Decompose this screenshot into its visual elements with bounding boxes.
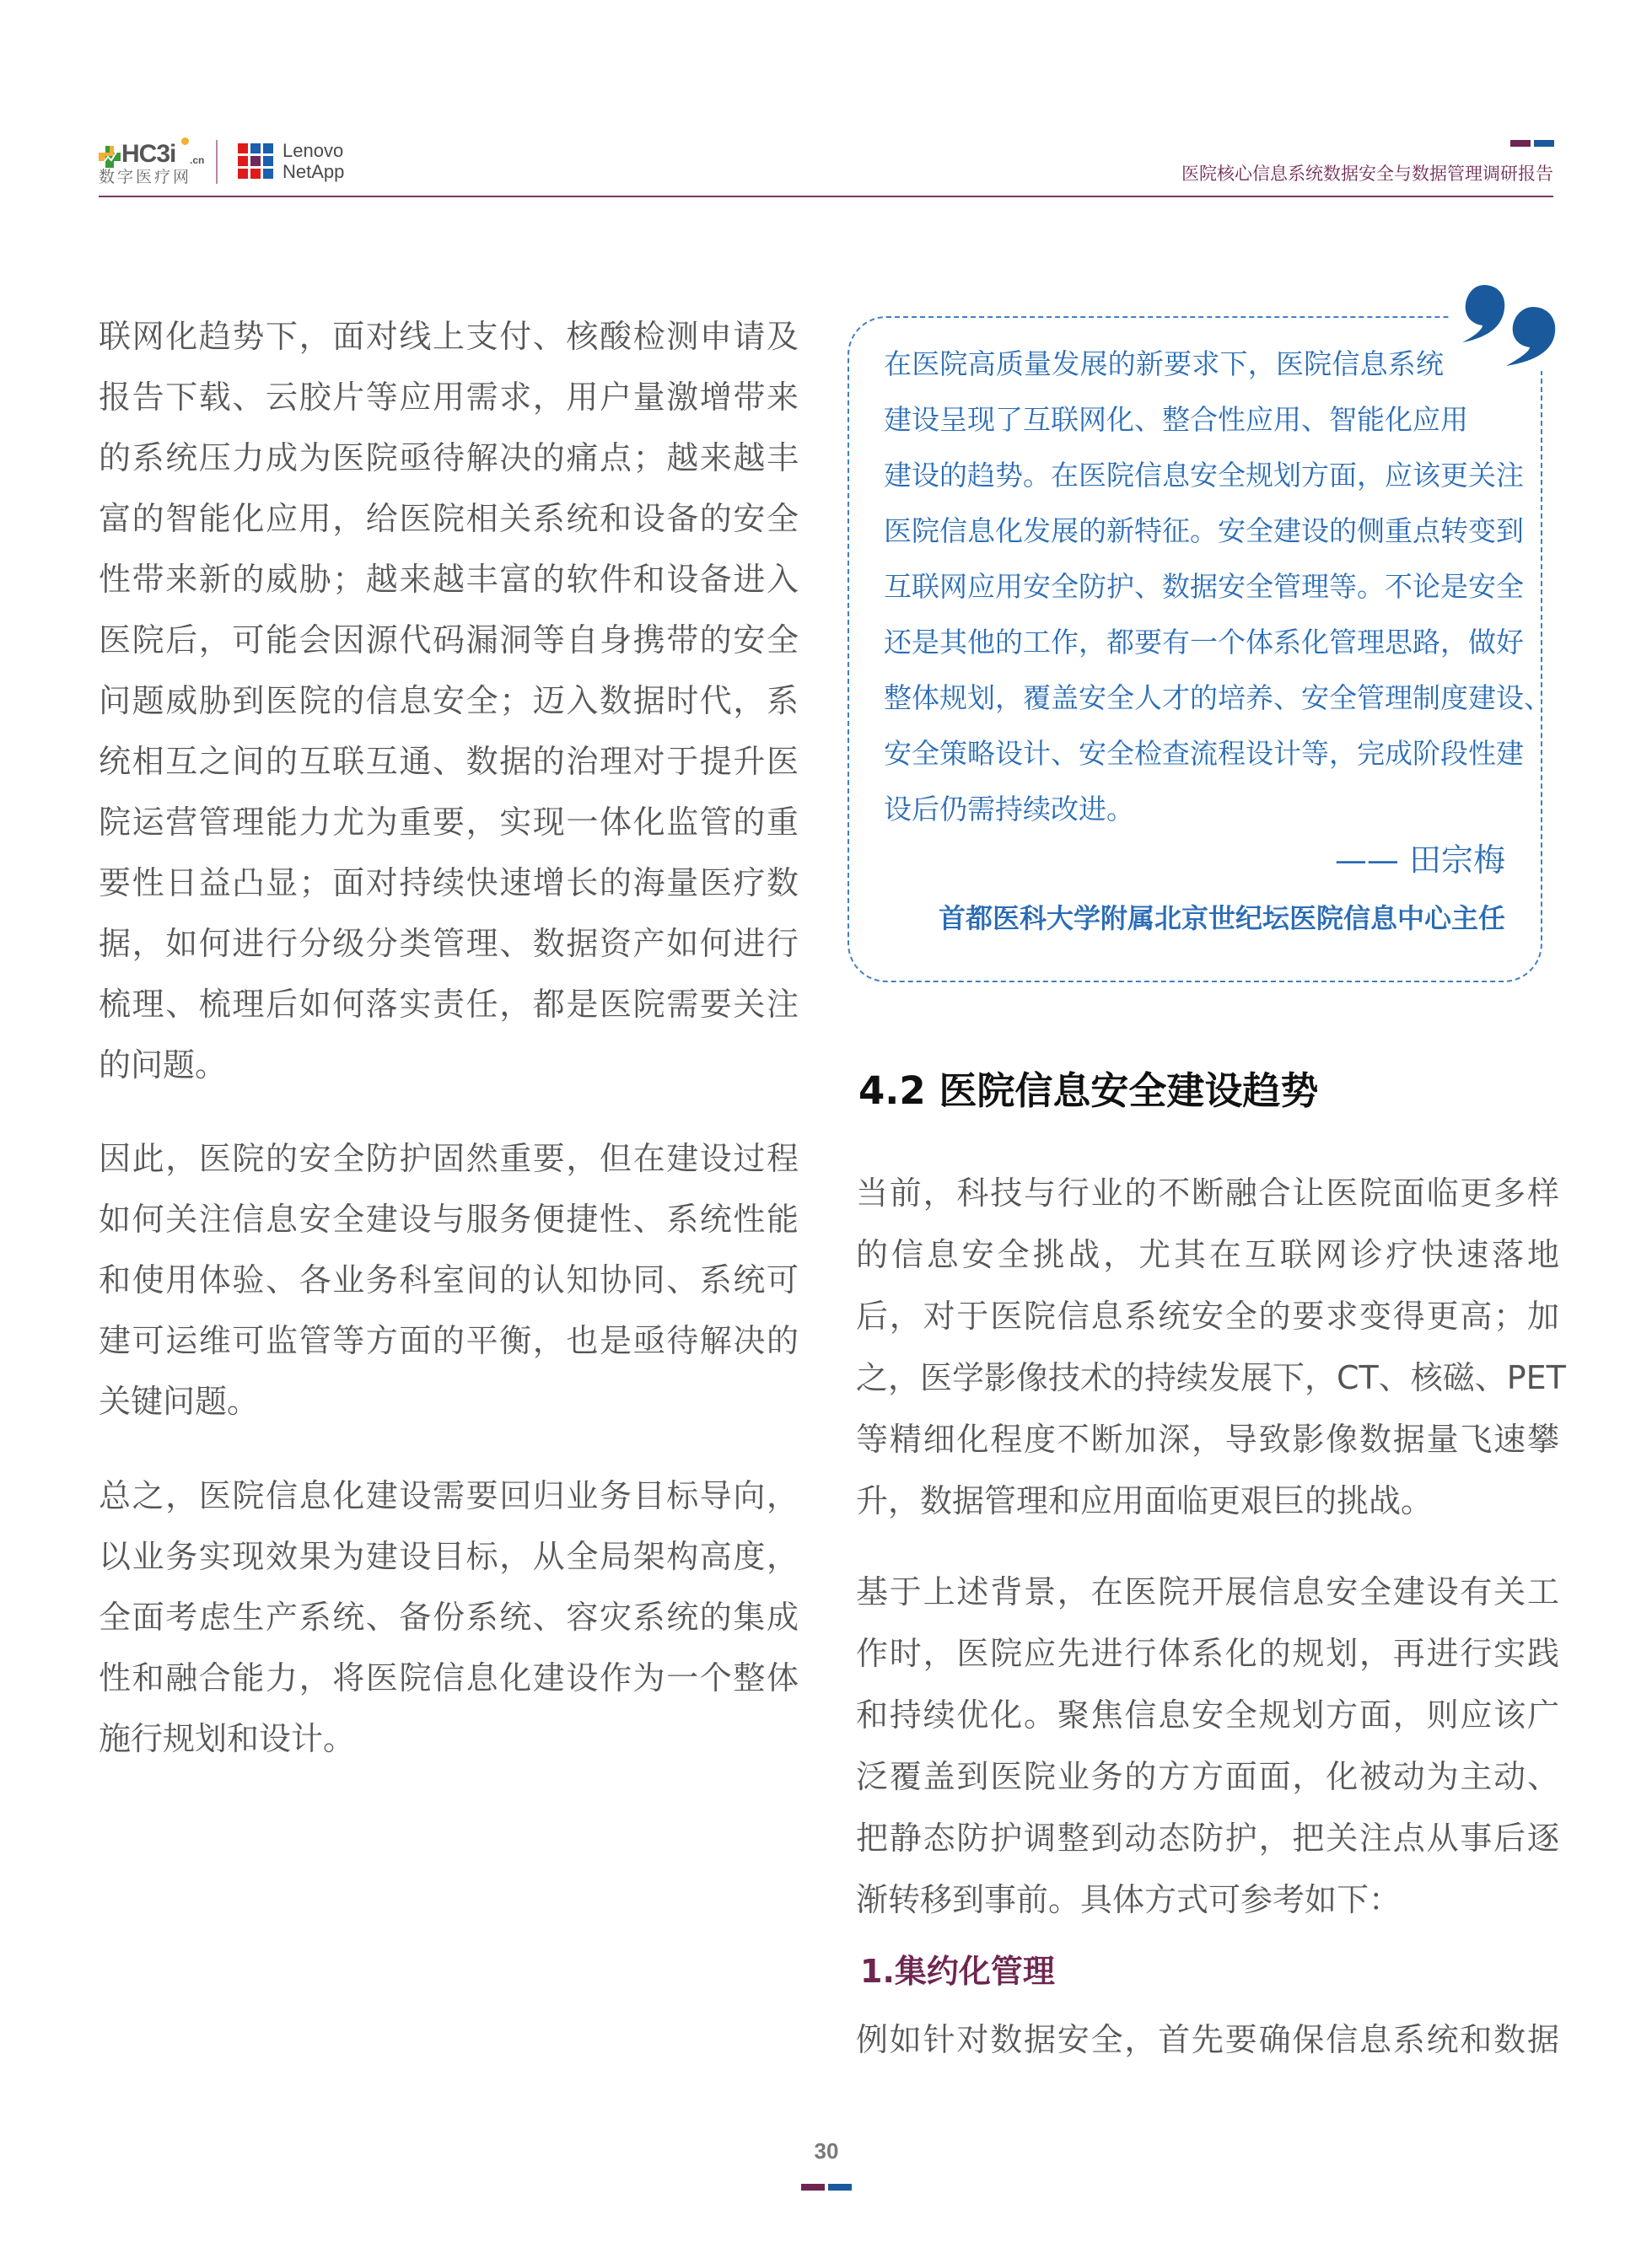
quote-line: 设后仍需持续改进。 — [884, 793, 1134, 825]
text-line: 泛覆盖到医院业务的方方面面，化被动为主动、 — [856, 1758, 1559, 1795]
quote-line: 还是其他的工作，都要有一个体系化管理思路，做好 — [884, 626, 1524, 659]
hc3i-dot-icon — [181, 137, 189, 145]
header-accent-bars — [1510, 140, 1554, 147]
text-line: 因此，医院的安全防护固然重要，但在建设过程 — [99, 1140, 799, 1177]
text-line: 问题威胁到医院的信息安全；迈入数据时代，系 — [99, 682, 799, 719]
quote-attribution-name: —— 田宗梅 — [1334, 841, 1505, 879]
text-line: 关键问题。 — [99, 1383, 260, 1420]
medical-cross-icon — [99, 146, 121, 168]
text-line: 以业务实现效果为建设目标，从全局架构高度， — [99, 1538, 799, 1575]
sub-heading: 1.集约化管理 — [860, 1953, 1055, 1990]
text-line: 例如针对数据安全，首先要确保信息系统和数据 — [856, 2021, 1559, 2058]
closing-quote-icon — [1459, 283, 1557, 366]
text-line: 性和融合能力，将医院信息化建设作为一个整体 — [99, 1659, 799, 1696]
text-line: 报告下载、云胶片等应用需求，用户量激增带来 — [99, 379, 799, 416]
hc3i-suffix: .cn — [190, 154, 205, 166]
text-line: 等精细化程度不断加深，导致影像数据量飞速攀 — [856, 1421, 1559, 1458]
report-title: 医院核心信息系统数据安全与数据管理调研报告 — [1181, 164, 1553, 184]
quote-line: 整体规划，覆盖安全人才的培养、安全管理制度建设、 — [884, 681, 1552, 714]
footer-accent-bars — [801, 2184, 852, 2191]
hc3i-logo — [99, 137, 208, 186]
quote-line: 安全策略设计、安全检查流程设计等，完成阶段性建 — [884, 737, 1524, 770]
text-line: 施行规划和设计。 — [99, 1720, 356, 1757]
quote-line: 在医院高质量发展的新要求下，医院信息系统 — [884, 347, 1444, 380]
logo-divider — [216, 140, 218, 184]
section-heading: 4.2 医院信息安全建设趋势 — [858, 1068, 1319, 1113]
text-line: 如何关注信息安全建设与服务便捷性、系统性能 — [99, 1201, 799, 1238]
text-line: 总之，医院信息化建设需要回归业务目标导向， — [99, 1477, 799, 1514]
text-line: 医院后，可能会因源代码漏洞等自身携带的安全 — [99, 621, 799, 659]
quote-line: 建设呈现了互联网化、整合性应用、智能化应用 — [884, 403, 1468, 436]
text-line: 的信息安全挑战，尤其在互联网诊疗快速落地 — [856, 1236, 1559, 1273]
text-line: 作时，医院应先进行体系化的规划，再进行实践 — [856, 1635, 1559, 1672]
text-line: 据，如何进行分级分类管理、数据资产如何进行 — [99, 925, 799, 962]
text-line: 把静态防护调整到动态防护，把关注点从事后逐 — [856, 1820, 1559, 1857]
hc3i-subtitle: 数字医疗网 — [99, 168, 192, 186]
lenovo-netapp-logo-text — [283, 140, 344, 182]
text-line: 基于上述背景，在医院开展信息安全建设有关工 — [856, 1573, 1559, 1610]
lenovo-netapp-grid-icon — [238, 143, 277, 182]
text-line: 的问题。 — [99, 1046, 228, 1083]
text-line: 统相互之间的互联互通、数据的治理对于提升医 — [99, 743, 799, 780]
hc3i-wordmark: HC3i — [121, 140, 176, 168]
quote-attribution-title: 首都医科大学附属北京世纪坛医院信息中心主任 — [938, 902, 1505, 934]
text-line: 性带来新的威胁；越来越丰富的软件和设备进入 — [99, 561, 799, 598]
text-line: 后，对于医院信息系统安全的要求变得更高；加 — [856, 1298, 1559, 1335]
text-line: 全面考虑生产系统、备份系统、容灾系统的集成 — [99, 1599, 799, 1636]
text-line: 之，医学影像技术的持续发展下，CT、核磁、PET — [856, 1359, 1566, 1396]
text-line: 院运营管理能力尤为重要，实现一体化监管的重 — [99, 804, 799, 841]
text-line: 当前，科技与行业的不断融合让医院面临更多样 — [856, 1175, 1559, 1212]
text-line: 富的智能化应用，给医院相关系统和设备的安全 — [99, 500, 799, 537]
text-line: 的系统压力成为医院亟待解决的痛点；越来越丰 — [99, 439, 799, 476]
text-line: 要性日益凸显；面对持续快速增长的海量医疗数 — [99, 864, 799, 901]
text-line: 升，数据管理和应用面临更艰巨的挑战。 — [856, 1482, 1434, 1519]
text-line: 和持续优化。聚焦信息安全规划方面，则应该广 — [856, 1696, 1559, 1734]
text-line: 渐转移到事前。具体方式可参考如下： — [856, 1881, 1402, 1918]
logo-line-1: Lenovo — [283, 140, 344, 161]
logo-line-2: NetApp — [283, 161, 345, 182]
text-line: 建可运维可监管等方面的平衡，也是亟待解决的 — [99, 1322, 799, 1359]
text-line: 梳理、梳理后如何落实责任，都是医院需要关注 — [99, 986, 799, 1023]
text-line: 联网化趋势下，面对线上支付、核酸检测申请及 — [99, 318, 799, 355]
header-divider — [99, 196, 1553, 197]
page-number: 30 — [814, 2138, 839, 2164]
quote-line: 医院信息化发展的新特征。安全建设的侧重点转变到 — [884, 514, 1524, 547]
text-line: 和使用体验、各业务科室间的认知协同、系统可 — [99, 1261, 799, 1298]
quote-line: 互联网应用安全防护、数据安全管理等。不论是安全 — [884, 570, 1524, 603]
quote-line: 建设的趋势。在医院信息安全规划方面，应该更关注 — [884, 459, 1524, 492]
